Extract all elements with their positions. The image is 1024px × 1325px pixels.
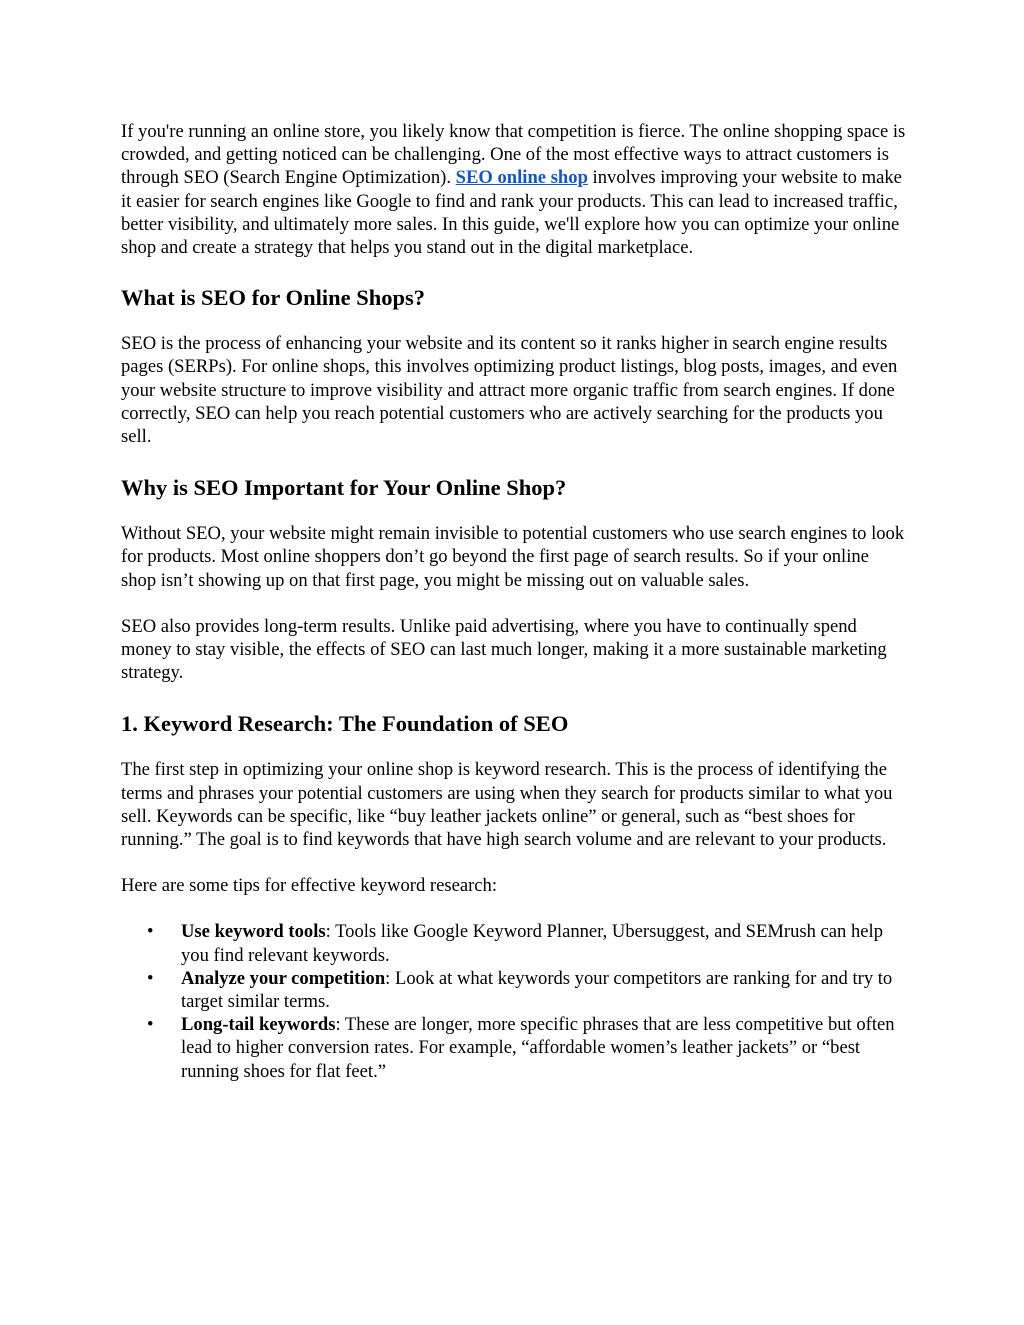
- tip-text: : Look at what keywords your competitors are ranking for and try to target similar terms.: [181, 967, 893, 1013]
- tip-term: Long-tail keywords: [181, 1014, 336, 1036]
- what-is-seo-paragraph: SEO is the process of enhancing your website and its content so it ranks higher in search engine results pages (SERPs). For online shops, this involves optimizing product listings, blog posts, images, and even your website structure to improve visibility and attract more organic traffic from search engines. If done correctly, SEO can help you reach potential customers who are actively searching for the products you sell.: [121, 333, 898, 448]
- why-seo-paragraph-2: SEO also provides long-term results. Unlike paid advertising, where you have to continually spend money to stay visible, the effects of SEO can last much longer, making it a more sustainable marketing strategy.: [121, 615, 887, 684]
- tip-text: : These are longer, more specific phrases that are less competitive but often lead to higher conversion rates. For example, “affordable women’s leather jackets” or “best running shoes for flat feet.”: [181, 1014, 895, 1082]
- list-item: [147, 1013, 906, 1083]
- tips-intro-paragraph: Here are some tips for effective keyword research:: [121, 875, 497, 897]
- list-item: [147, 920, 906, 966]
- heading-keyword-research: 1. Keyword Research: The Foundation of SEO: [121, 711, 569, 737]
- seo-online-shop-link[interactable]: SEO online shop: [455, 167, 588, 189]
- heading-what-is-seo: What is SEO for Online Shops?: [121, 285, 426, 311]
- bullet-icon: •: [147, 921, 154, 943]
- keyword-tips-list: [121, 920, 906, 1082]
- why-seo-paragraph-1: Without SEO, your website might remain invisible to potential customers who use search engines to look for products. Most online shoppers don’t go beyond the first page of search results. So if your online shop isn’t showing up on that first page, you might be missing out on valuable sales.: [121, 523, 905, 591]
- tip-term: Use keyword tools: [181, 921, 326, 943]
- tip-term: Analyze your competition: [181, 967, 386, 989]
- document-page: [121, 120, 906, 1083]
- bullet-icon: •: [147, 1014, 154, 1036]
- intro-text-before-link: If you're running an online store, you likely know that competition is fierce. The online shopping space is crowded, and getting noticed can be challenging. One of the most effective ways to attract customers is through SEO (Search Engine Optimization).: [121, 121, 906, 189]
- tip-text: : Tools like Google Keyword Planner, Ubersuggest, and SEMrush can help you find relevant keywords.: [181, 921, 884, 966]
- keyword-research-paragraph: The first step in optimizing your online shop is keyword research. This is the process of identifying the terms and phrases your potential customers are using when they search for products similar to what you sell. Keywords can be specific, like “buy leather jackets online” or general, such as “best shoes for running.” The goal is to find keywords that have high search volume and are relevant to your products.: [121, 759, 893, 851]
- heading-why-seo-important: Why is SEO Important for Your Online Shop?: [121, 475, 567, 501]
- bullet-icon: •: [147, 967, 154, 989]
- list-item: [147, 967, 906, 1013]
- intro-text-after-link: involves improving your website to make it easier for search engines like Google to find and rank your products. This can lead to increased traffic, better visibility, and ultimately more sales. In this guide, we'll explore how you can optimize your online shop and create a strategy that helps you stand out in the digital marketplace.: [121, 167, 902, 259]
- intro-paragraph: [121, 120, 906, 259]
